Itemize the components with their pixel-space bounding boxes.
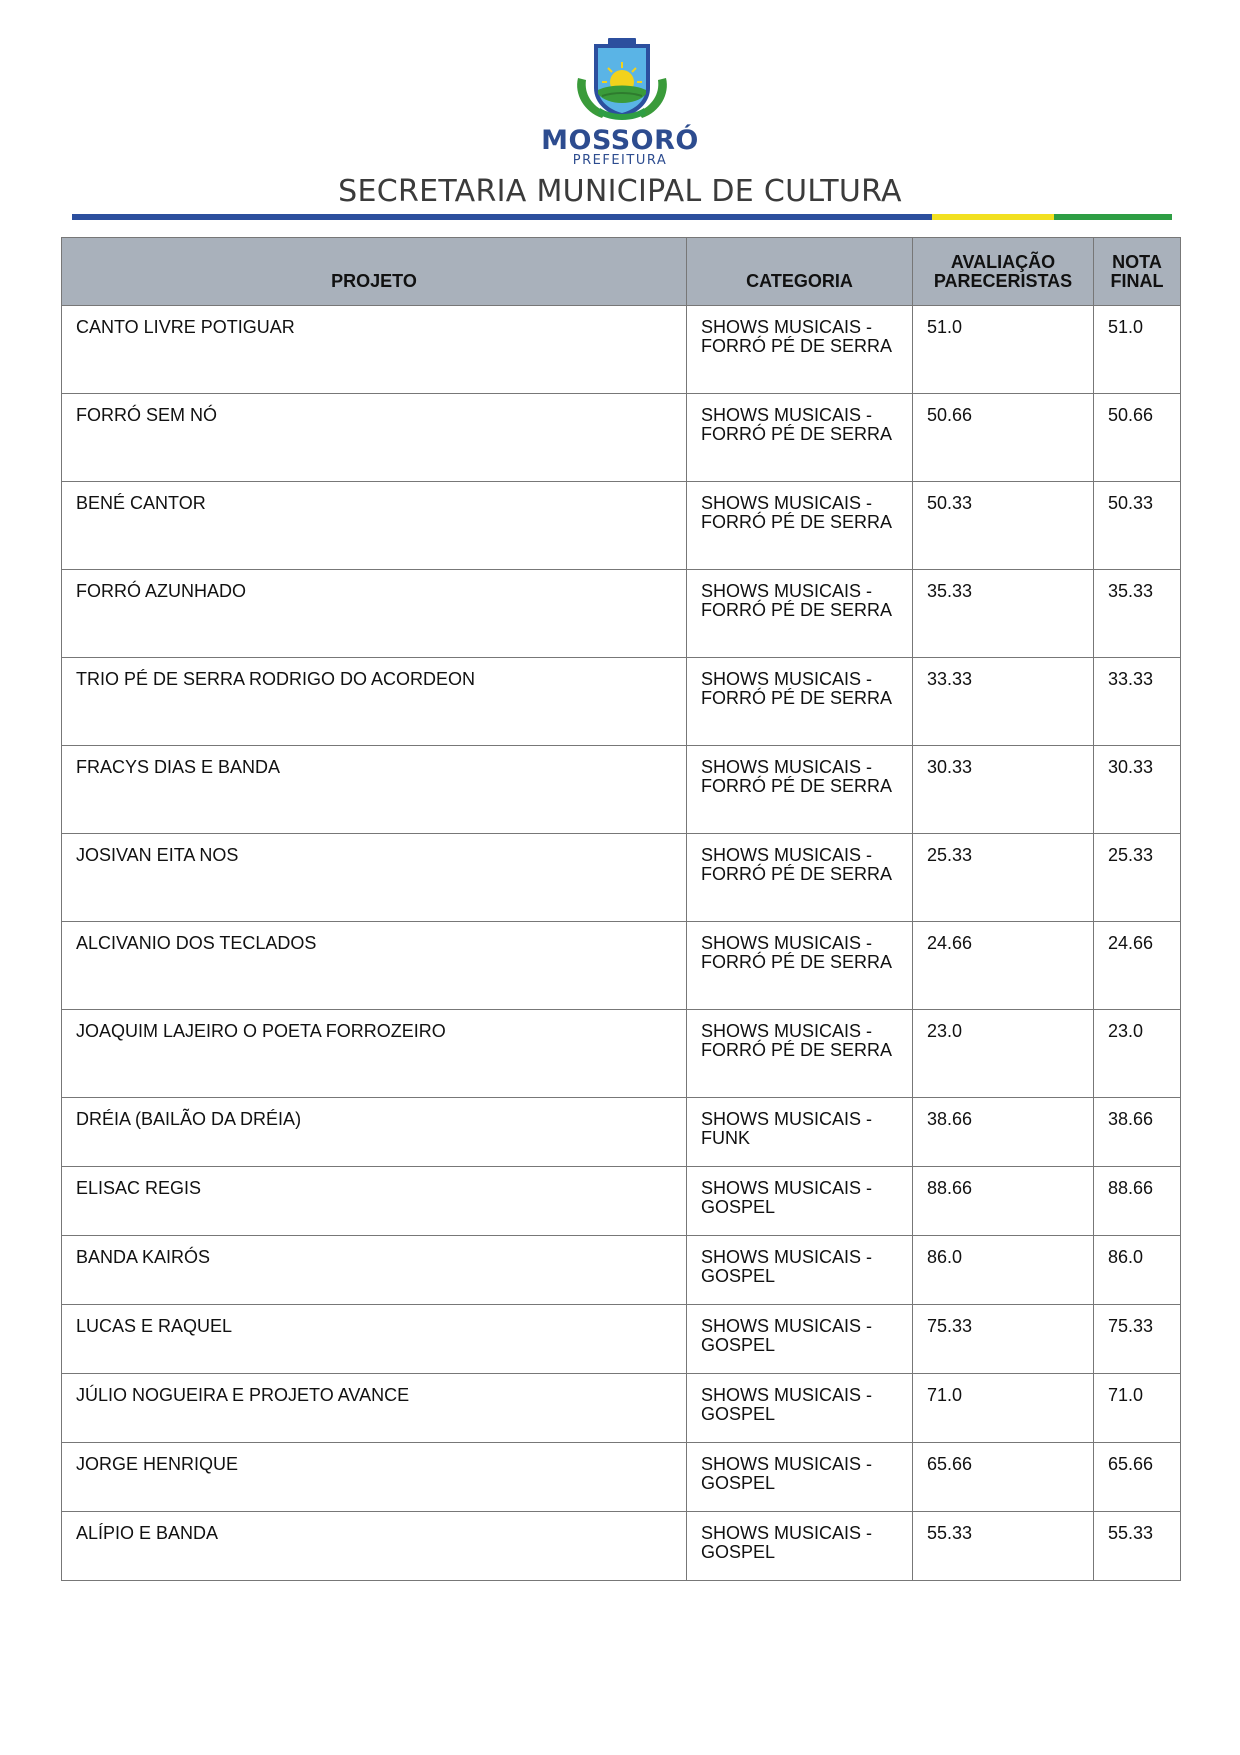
table-row — [62, 1443, 1181, 1512]
rule-yellow-segment — [932, 214, 1054, 220]
cell-avaliacao: 65.66 — [913, 1443, 1094, 1512]
cell-categoria: SHOWS MUSICAIS - GOSPEL — [687, 1236, 913, 1305]
cell-avaliacao: 51.0 — [913, 306, 1094, 394]
cell-categoria: SHOWS MUSICAIS - GOSPEL — [687, 1305, 913, 1374]
cell-projeto: JOSIVAN EITA NOS — [62, 834, 687, 922]
cell-nota-final: 24.66 — [1094, 922, 1181, 1010]
cell-projeto: BANDA KAIRÓS — [62, 1236, 687, 1305]
table-header-row — [62, 238, 1181, 306]
table-row — [62, 570, 1181, 658]
brand-name: MOSSORÓ — [541, 125, 699, 156]
cell-categoria: SHOWS MUSICAIS - FORRÓ PÉ DE SERRA — [687, 746, 913, 834]
city-coat-of-arms-icon — [572, 38, 672, 122]
table-row — [62, 1374, 1181, 1443]
cell-projeto: JORGE HENRIQUE — [62, 1443, 687, 1512]
cell-nota-final: 86.0 — [1094, 1236, 1181, 1305]
cell-projeto: JÚLIO NOGUEIRA E PROJETO AVANCE — [62, 1374, 687, 1443]
cell-projeto: LUCAS E RAQUEL — [62, 1305, 687, 1374]
cell-categoria: SHOWS MUSICAIS - GOSPEL — [687, 1374, 913, 1443]
cell-avaliacao: 88.66 — [913, 1167, 1094, 1236]
table-row — [62, 1010, 1181, 1098]
cell-nota-final: 30.33 — [1094, 746, 1181, 834]
cell-avaliacao: 38.66 — [913, 1098, 1094, 1167]
cell-avaliacao: 23.0 — [913, 1010, 1094, 1098]
cell-categoria: SHOWS MUSICAIS - FORRÓ PÉ DE SERRA — [687, 658, 913, 746]
cell-projeto: BENÉ CANTOR — [62, 482, 687, 570]
table-row — [62, 482, 1181, 570]
cell-projeto: TRIO PÉ DE SERRA RODRIGO DO ACORDEON — [62, 658, 687, 746]
column-header-nota-final: NOTA FINAL — [1094, 238, 1181, 306]
cell-projeto: CANTO LIVRE POTIGUAR — [62, 306, 687, 394]
table-row — [62, 1512, 1181, 1581]
table-row — [62, 394, 1181, 482]
cell-nota-final: 65.66 — [1094, 1443, 1181, 1512]
cell-categoria: SHOWS MUSICAIS - GOSPEL — [687, 1512, 913, 1581]
results-table — [61, 237, 1181, 1581]
cell-avaliacao: 24.66 — [913, 922, 1094, 1010]
cell-projeto: FORRÓ SEM NÓ — [62, 394, 687, 482]
cell-categoria: SHOWS MUSICAIS - GOSPEL — [687, 1167, 913, 1236]
cell-categoria: SHOWS MUSICAIS - FORRÓ PÉ DE SERRA — [687, 482, 913, 570]
cell-projeto: ALCIVANIO DOS TECLADOS — [62, 922, 687, 1010]
cell-categoria: SHOWS MUSICAIS - GOSPEL — [687, 1443, 913, 1512]
cell-avaliacao: 50.33 — [913, 482, 1094, 570]
cell-categoria: SHOWS MUSICAIS - FORRÓ PÉ DE SERRA — [687, 570, 913, 658]
page-header — [0, 0, 1240, 230]
column-header-categoria: CATEGORIA — [687, 238, 913, 306]
cell-projeto: ALÍPIO E BANDA — [62, 1512, 687, 1581]
table-row — [62, 1098, 1181, 1167]
cell-nota-final: 71.0 — [1094, 1374, 1181, 1443]
cell-nota-final: 88.66 — [1094, 1167, 1181, 1236]
cell-categoria: SHOWS MUSICAIS - FORRÓ PÉ DE SERRA — [687, 922, 913, 1010]
table-row — [62, 746, 1181, 834]
cell-avaliacao: 55.33 — [913, 1512, 1094, 1581]
cell-nota-final: 50.33 — [1094, 482, 1181, 570]
cell-avaliacao: 50.66 — [913, 394, 1094, 482]
cell-categoria: SHOWS MUSICAIS - FORRÓ PÉ DE SERRA — [687, 306, 913, 394]
table-row — [62, 1236, 1181, 1305]
cell-nota-final: 38.66 — [1094, 1098, 1181, 1167]
column-header-avaliacao: AVALIAÇÃO PARECERISTAS — [913, 238, 1094, 306]
cell-avaliacao: 86.0 — [913, 1236, 1094, 1305]
cell-nota-final: 35.33 — [1094, 570, 1181, 658]
cell-avaliacao: 30.33 — [913, 746, 1094, 834]
table-row — [62, 834, 1181, 922]
table-row — [62, 658, 1181, 746]
table-row — [62, 922, 1181, 1010]
cell-nota-final: 33.33 — [1094, 658, 1181, 746]
cell-nota-final: 75.33 — [1094, 1305, 1181, 1374]
cell-nota-final: 55.33 — [1094, 1512, 1181, 1581]
cell-nota-final: 51.0 — [1094, 306, 1181, 394]
rule-blue-segment — [72, 214, 932, 220]
cell-categoria: SHOWS MUSICAIS - FORRÓ PÉ DE SERRA — [687, 1010, 913, 1098]
cell-categoria: SHOWS MUSICAIS - FUNK — [687, 1098, 913, 1167]
brand-subtitle: PREFEITURA — [572, 153, 668, 168]
table-row — [62, 306, 1181, 394]
department-title: SECRETARIA MUNICIPAL DE CULTURA — [338, 174, 902, 209]
cell-avaliacao: 25.33 — [913, 834, 1094, 922]
cell-categoria: SHOWS MUSICAIS - FORRÓ PÉ DE SERRA — [687, 834, 913, 922]
cell-nota-final: 23.0 — [1094, 1010, 1181, 1098]
cell-projeto: FORRÓ AZUNHADO — [62, 570, 687, 658]
column-header-projeto: PROJETO — [62, 238, 687, 306]
cell-avaliacao: 75.33 — [913, 1305, 1094, 1374]
cell-categoria: SHOWS MUSICAIS - FORRÓ PÉ DE SERRA — [687, 394, 913, 482]
cell-avaliacao: 35.33 — [913, 570, 1094, 658]
table-row — [62, 1305, 1181, 1374]
cell-projeto: JOAQUIM LAJEIRO O POETA FORROZEIRO — [62, 1010, 687, 1098]
cell-projeto: DRÉIA (BAILÃO DA DRÉIA) — [62, 1098, 687, 1167]
cell-avaliacao: 71.0 — [913, 1374, 1094, 1443]
cell-nota-final: 50.66 — [1094, 394, 1181, 482]
table-row — [62, 1167, 1181, 1236]
cell-projeto: ELISAC REGIS — [62, 1167, 687, 1236]
rule-green-segment — [1054, 214, 1172, 220]
cell-nota-final: 25.33 — [1094, 834, 1181, 922]
tricolor-rule — [72, 214, 1172, 220]
cell-avaliacao: 33.33 — [913, 658, 1094, 746]
cell-projeto: FRACYS DIAS E BANDA — [62, 746, 687, 834]
